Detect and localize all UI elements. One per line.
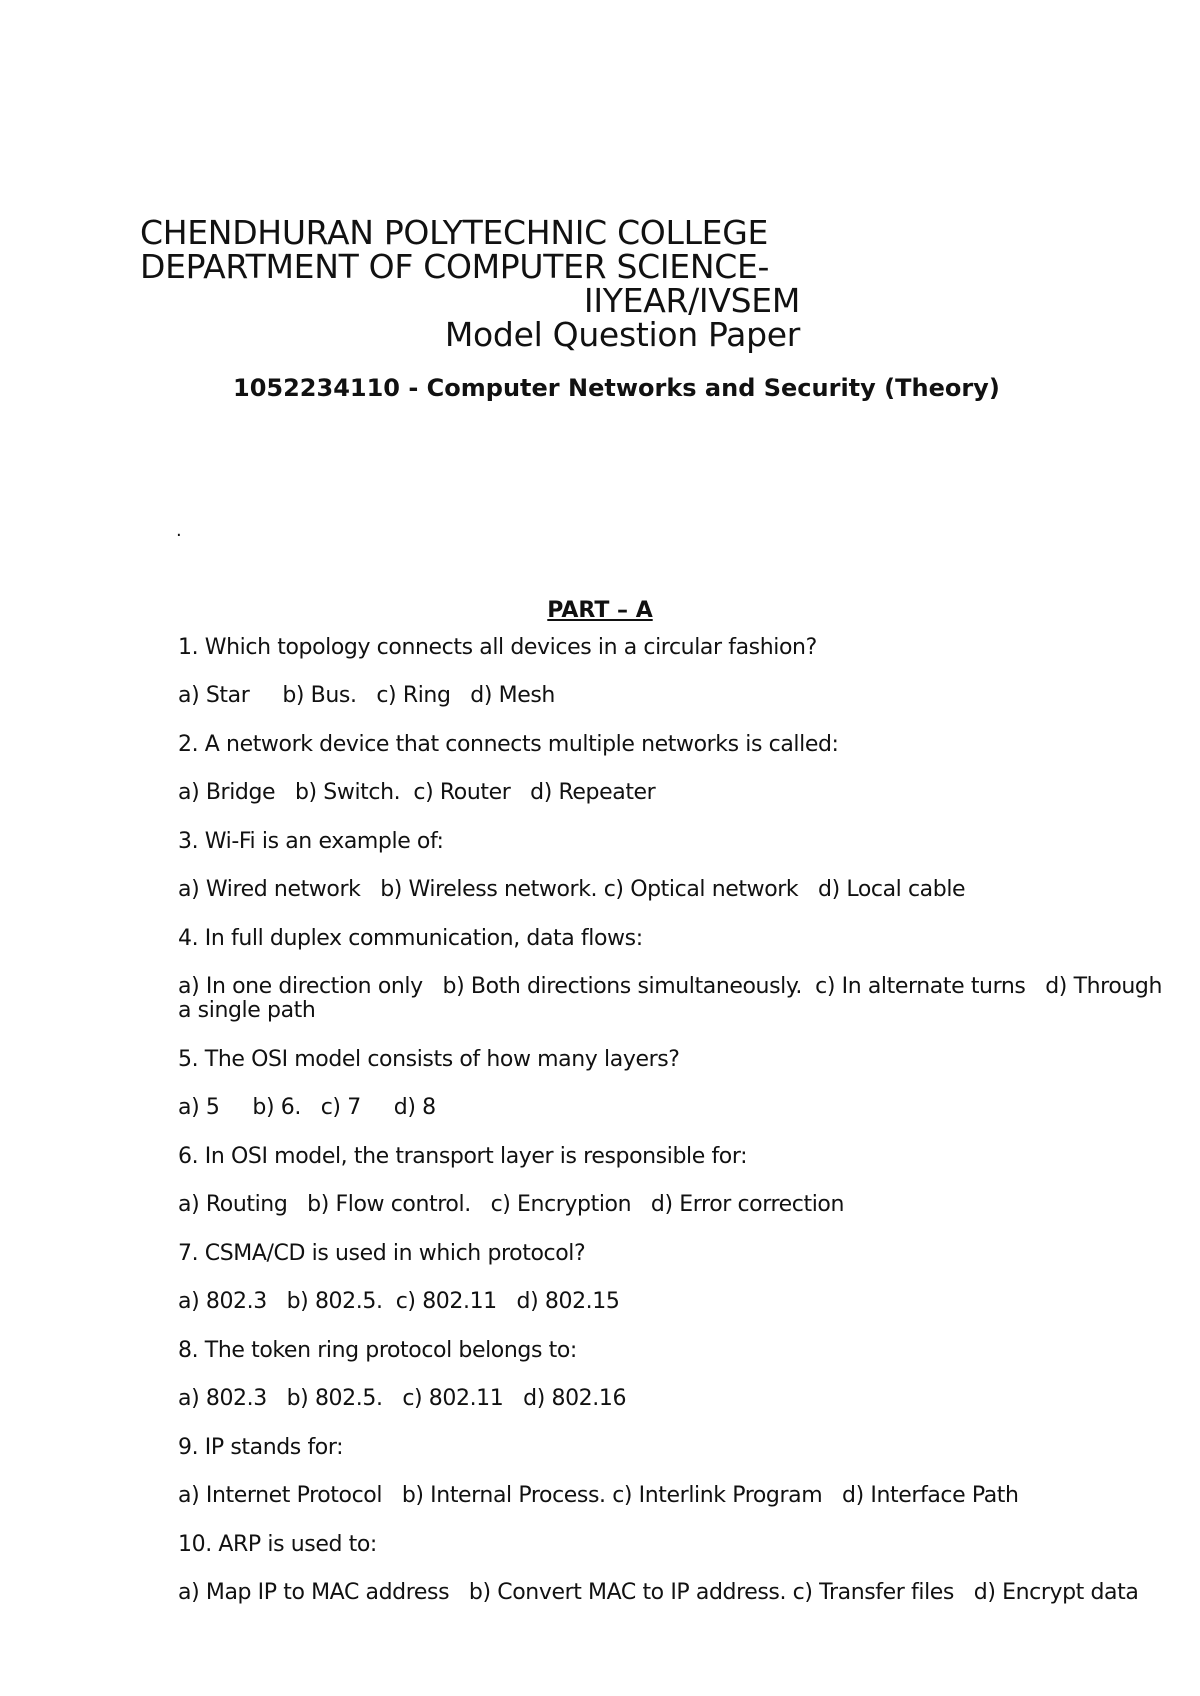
question-text: 6. In OSI model, the transport layer is responsible for: (178, 1144, 748, 1169)
question-item (178, 1240, 1178, 1314)
question-options: a) In one direction only b) Both directions simultaneously. c) In alternate turns d) Through a single path (178, 974, 1169, 1023)
question-text: 10. ARP is used to: (178, 1532, 377, 1557)
college-name: CHENDHURAN POLYTECHNIC COLLEGE (140, 213, 769, 252)
question-item (178, 1531, 1178, 1605)
question-text: 9. IP stands for: (178, 1435, 344, 1460)
question-text: 1. Which topology connects all devices in a circular fashion? (178, 635, 817, 660)
question-options: a) Star b) Bus. c) Ring d) Mesh (178, 683, 555, 708)
document-header (140, 213, 800, 354)
question-item (178, 1046, 1178, 1120)
part-heading: PART – A (547, 598, 653, 623)
question-text: 2. A network device that connects multiple networks is called: (178, 732, 839, 757)
question-item (178, 731, 1178, 805)
year-semester: IIYEAR/IVSEM (583, 281, 800, 320)
subject-title: 1052234110 - Computer Networks and Security (Theory) (233, 374, 1000, 402)
question-list (178, 634, 1178, 1628)
question-options: a) 802.3 b) 802.5. c) 802.11 d) 802.16 (178, 1386, 627, 1411)
question-text: 5. The OSI model consists of how many layers? (178, 1047, 680, 1072)
question-text: 3. Wi-Fi is an example of: (178, 829, 444, 854)
question-options: a) Bridge b) Switch. c) Router d) Repeater (178, 780, 656, 805)
question-text: 7. CSMA/CD is used in which protocol? (178, 1241, 586, 1266)
department-name: DEPARTMENT OF COMPUTER SCIENCE- (140, 247, 770, 286)
question-item (178, 1337, 1178, 1411)
question-item (178, 925, 1178, 1023)
question-options: a) 5 b) 6. c) 7 d) 8 (178, 1095, 436, 1120)
question-options: a) Map IP to MAC address b) Convert MAC to IP address. c) Transfer files d) Encrypt data (178, 1580, 1139, 1605)
question-item (178, 828, 1178, 902)
question-item (178, 634, 1178, 708)
question-options: a) Wired network b) Wireless network. c) Optical network d) Local cable (178, 877, 966, 902)
question-options: a) Internet Protocol b) Internal Process. c) Interlink Program d) Interface Path (178, 1483, 1019, 1508)
stray-dot: . (176, 520, 182, 541)
question-options: a) 802.3 b) 802.5. c) 802.11 d) 802.15 (178, 1289, 620, 1314)
question-text: 4. In full duplex communication, data flows: (178, 926, 643, 951)
question-text: 8. The token ring protocol belongs to: (178, 1338, 577, 1363)
question-options: a) Routing b) Flow control. c) Encryption d) Error correction (178, 1192, 845, 1217)
question-item (178, 1434, 1178, 1508)
question-item (178, 1143, 1178, 1217)
paper-type: Model Question Paper (444, 315, 800, 354)
